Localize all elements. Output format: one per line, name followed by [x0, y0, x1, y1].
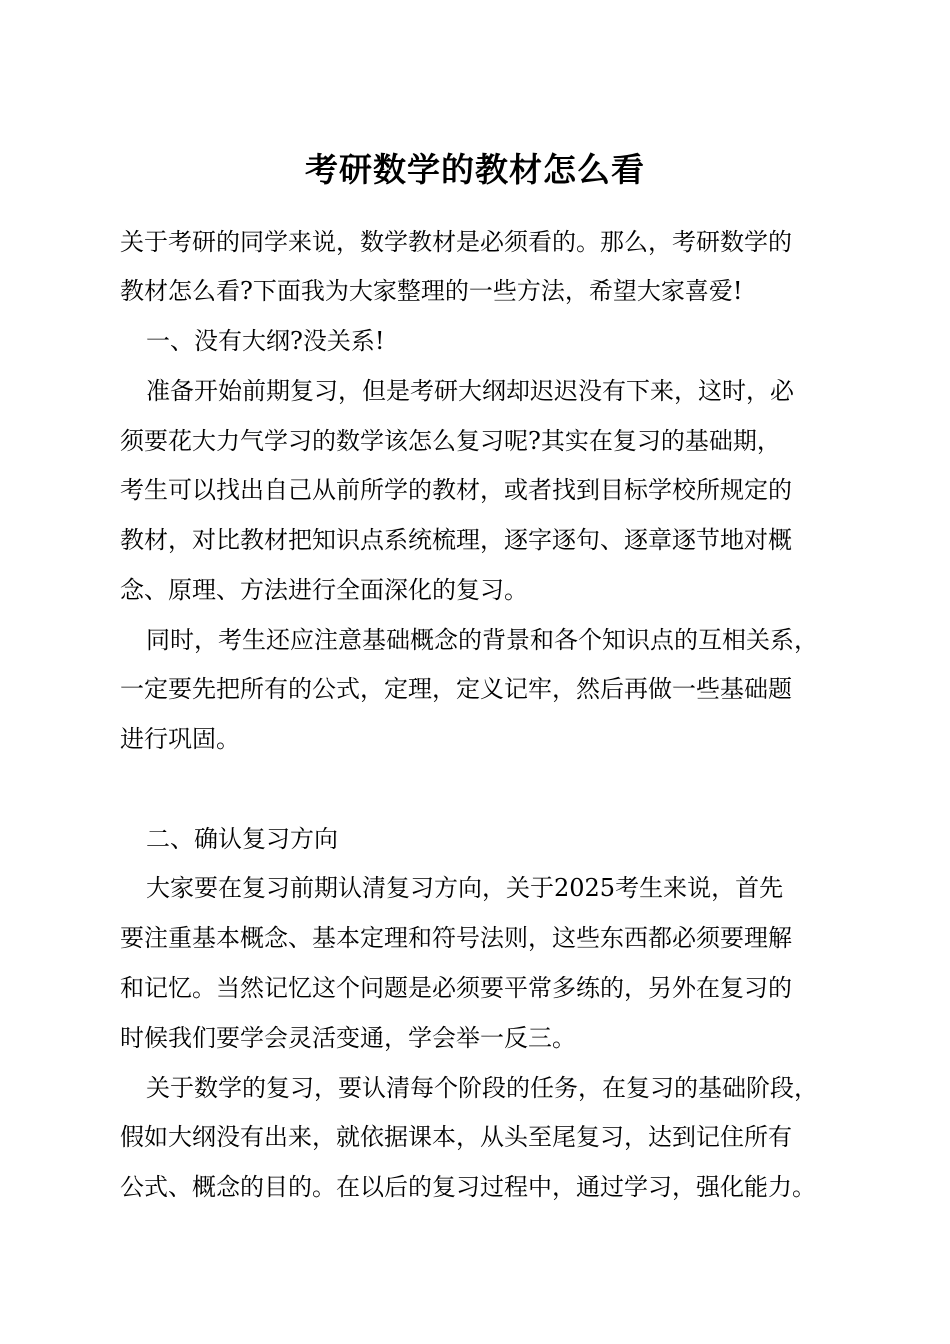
text-line: 假如大纲没有出来，就依据课本，从头至尾复习，达到记住所有	[120, 1123, 792, 1151]
text-line: 须要花大力气学习的数学该怎么复习呢?其实在复习的基础期，	[120, 427, 781, 455]
text-line: 念、原理、方法进行全面深化的复习。	[120, 576, 528, 604]
section-heading: 一、没有大纲?没关系!	[146, 327, 385, 355]
text-line: 准备开始前期复习，但是考研大纲却迟迟没有下来，这时，必	[146, 377, 794, 405]
text-line: 时候我们要学会灵活变通，学会举一反三。	[120, 1024, 576, 1052]
text-line: 教材怎么看?下面我为大家整理的一些方法，希望大家喜爱!	[120, 277, 743, 305]
text-line: 和记忆。当然记忆这个问题是必须要平常多练的，另外在复习的	[120, 974, 792, 1002]
text-line: 进行巩固。	[120, 725, 240, 753]
text-line: 考生可以找出自己从前所学的教材，或者找到目标学校所规定的	[120, 476, 792, 504]
text-line: 一定要先把所有的公式，定理，定义记牢，然后再做一些基础题	[120, 675, 792, 703]
text-line: 大家要在复习前期认清复习方向，关于2025考生来说，首先	[146, 874, 784, 902]
text-line: 关于考研的同学来说，数学教材是必须看的。那么，考研数学的	[120, 228, 792, 256]
page-title: 考研数学的教材怎么看	[305, 150, 645, 189]
section-heading: 二、确认复习方向	[146, 825, 338, 853]
text-line: 公式、概念的目的。在以后的复习过程中，通过学习，强化能力。	[120, 1173, 816, 1201]
text-line: 关于数学的复习，要认清每个阶段的任务，在复习的基础阶段，	[146, 1074, 818, 1102]
text-line: 同时，考生还应注意基础概念的背景和各个知识点的互相关系，	[146, 626, 818, 654]
text-line: 要注重基本概念、基本定理和符号法则，这些东西都必须要理解	[120, 924, 792, 952]
text-line: 教材，对比教材把知识点系统梳理，逐字逐句、逐章逐节地对概	[120, 526, 792, 554]
